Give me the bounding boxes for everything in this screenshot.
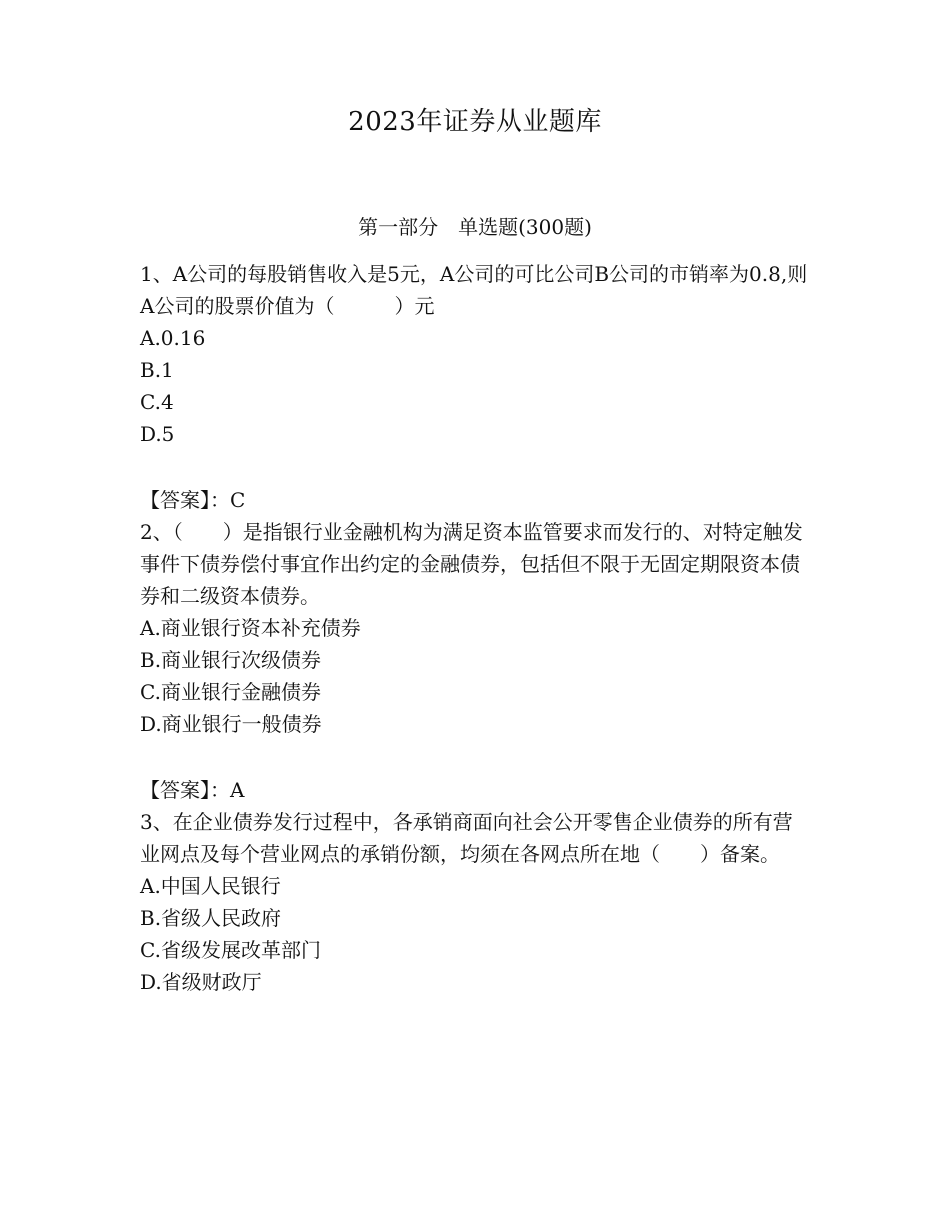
question-3 (140, 806, 810, 998)
option-c: C.4 (140, 390, 174, 414)
option-a: A.0.16 (140, 326, 206, 350)
section-title: 第一部分 单选题(300题) (358, 215, 592, 239)
option-d: D.省级财政厅 (140, 970, 262, 994)
option-d: D.5 (140, 422, 175, 446)
option-c: C.商业银行金融债券 (140, 680, 321, 704)
option-c: C.省级发展改革部门 (140, 938, 321, 962)
question-2 (140, 516, 810, 806)
option-b: B.1 (140, 358, 174, 382)
question-text: 2、（ ）是指银行业金融机构为满足资本监管要求而发行的、对特定触发事件下债券偿付事宜作出约定的金融债券，包括但不限于无固定期限资本债券和二级资本债券。 (140, 520, 803, 608)
question-text: 1、A公司的每股销售收入是5元，A公司的可比公司B公司的市销率为0.8,则A公司的股票价值为（ ）元 (140, 262, 808, 318)
document-title: 2023年证券从业题库 (348, 107, 602, 137)
option-b: B.省级人民政府 (140, 906, 282, 930)
option-d: D.商业银行一般债券 (140, 712, 322, 736)
answer-line: 【答案】：C (140, 488, 246, 512)
question-text: 3、在企业债券发行过程中，各承销商面向社会公开零售企业债券的所有营业网点及每个营业网点的承销份额，均须在各网点所在地（ ）备案。 (140, 810, 793, 866)
option-a: A.中国人民银行 (140, 874, 281, 898)
option-a: A.商业银行资本补充债券 (140, 616, 361, 640)
question-1 (140, 258, 810, 516)
question-list (140, 258, 810, 998)
answer-line: 【答案】：A (140, 778, 245, 802)
option-b: B.商业银行次级债券 (140, 648, 322, 672)
